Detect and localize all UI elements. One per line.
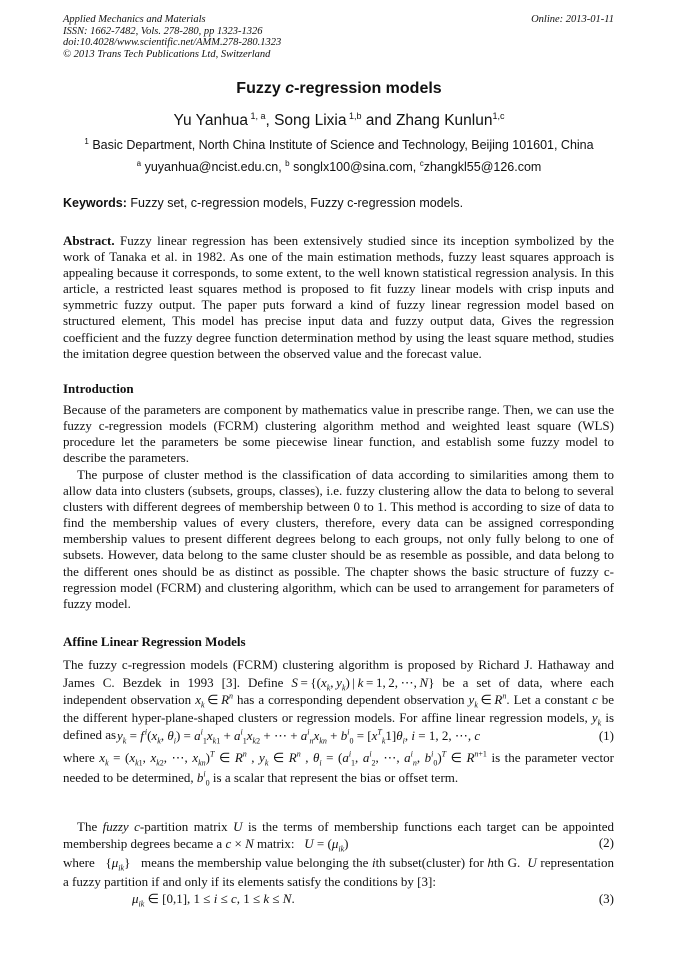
equation-3: $\mu_{ik}$ ∈ [0,1], 1 ≤ i ≤ c, 1 ≤ k ≤ N. [132,891,295,909]
section-heading-introduction: Introduction [63,381,134,396]
equation-2-number: (2) [598,835,614,850]
paper-title: Fuzzy c-regression models [236,80,442,97]
author-name: Yu Yanhua [173,112,248,129]
doi-line: doi:10.4028/www.scientific.net/AMM.278-280.1323 [63,37,282,48]
online-date: Online: 2013-01-11 [531,14,614,25]
issn-line: ISSN: 1662-7482, Vols. 278-280, pp 1323-1326 [63,25,263,37]
equation-1: $y_k = f$ $^i(x_k$, $\theta_i) = a^i_1x_{k1} + a^i_1x_{k2}$ + ⋯ + $a^i_nx_{kn} + b^i_0 = [x^T_k1]\theta_i$, i = 1, 2, ⋯, c [117,727,481,746]
affine-paragraph-1: The fuzzy c-regression models (FCRM) clustering algorithm is proposed by Richard J. Hathaway and James C. Bezdek in 1993 [3]. Define $S = \{(x_k$, $y_k$) | k = 1, 2, ⋯, N} be a set of data, where each independent observation $x_k$ ∈ $R^n$ has a corresponding dependent observation $y_k$ ∈ $R^n$. Let a constant c be the different hyper-plane-shaped clusters or regression models. For affine linear regression models, $y_k$ is defined as [63,657,615,742]
intro-paragraph-2: The purpose of cluster method is the classification of data according to similarities among them to allow data into clusters (subsets, groups, classes), i.e. fuzzy clustering allow the data to belong to several clusters with different degrees of membership between 0 to 1. This method is according to size of data to find the membership values of every clusters, therefore, every data can be assigned corresponding membership values to present different degrees belong to each groups, not only fully belong to one of subsets. However, data belong to the same cluster should be as resemble as possible, and data belong to the different ones should be as distinct as possible. The chapter shows the basic structure of fuzzy c-regression model (FCRM) and clustering algorithm, which can be used to arrangement for parameters of fuzzy model. [63,467,614,611]
author-name: , Song Lixia [265,112,347,129]
equation-1-number: (1) [598,728,614,743]
where-clause-1: where $x_k = (x_{k1}$, $x_{k2}$, ⋯, $x_{kn})^T$ ∈ $R^n$ , $y_k$ ∈ $R^n$ , $\theta_i = (a^i_1$, $a^i_2$, ⋯, $a^i_n$, $b^i_0)^T$ ∈ $R^{n+1}$ is the parameter vector needed to be determined, $b^i_0$ is a scalar that represent the bias or offset term. [63,749,614,788]
intro-paragraph-1: Because of the parameters are component by mathematics value in prescribe range. Then, we can use the fuzzy c-regression models (FCRM) clustering algorithm method and weighted least square (WLS) procedure let the parameters be some piecewise linear function, and establish some fuzzy model to describe the parameters. [63,402,614,466]
partition-paragraph: The fuzzy c-partition matrix U is the terms of membership functions each target can be appointed membership degrees became a c × N matrix: $U = (\mu_{ik})$ [63,819,615,854]
section-heading-affine: Affine Linear Regression Models [63,634,246,649]
equation-3-number: (3) [598,891,614,906]
author-emails: $^a$ yuyanhua@ncist.edu.cn, $^b$ songlx100@sina.com, $^c$zhangkl55@126.com [136,158,542,174]
author-name: and Zhang Kunlun [361,112,493,129]
keywords: Keywords: Fuzzy set, c-regression models, Fuzzy c-regression models. [63,196,464,210]
copyright-line: © 2013 Trans Tech Publications Ltd, Switzerland [63,48,271,60]
author-list: Yu Yanhua $^{1, a}$, Song Lixia $^{1,b}$ and Zhang Kunlun$^{1,c}$ [173,110,505,129]
membership-paragraph: where $\{\mu_{ik}\}$ means the membership value belonging the ith subset(cluster) for hth G. U representation a fuzzy partition if and only if its elements satisfy the conditions by [3]: [63,855,615,889]
running-header [63,14,463,60]
journal-name: Applied Mechanics and Materials [63,14,206,25]
affiliation: $^1$ Basic Department, North China Institute of Science and Technology, Beijing 101601, China [84,136,594,152]
abstract: Abstract. Fuzzy linear regression has been extensively studied since its inception symbolized by the work of Tanaka et al. in 1982. As one of the main estimation methods, fuzzy least squares approach is appealing because it corresponds, to some extent, to the well known statistical regression analysis. In this article, a restricted least squares method is proposed to fit fuzzy linear models with crisp inputs and symmetric fuzzy output. The paper puts forward a kind of fuzzy linear regression model based on structured element, This model has precise input data and fuzzy output data, Gives the regression coefficient and the fuzzy degree function determination method by using the least square method, studies the imitation degree question between the observed value and the forecast value. [63,233,614,361]
